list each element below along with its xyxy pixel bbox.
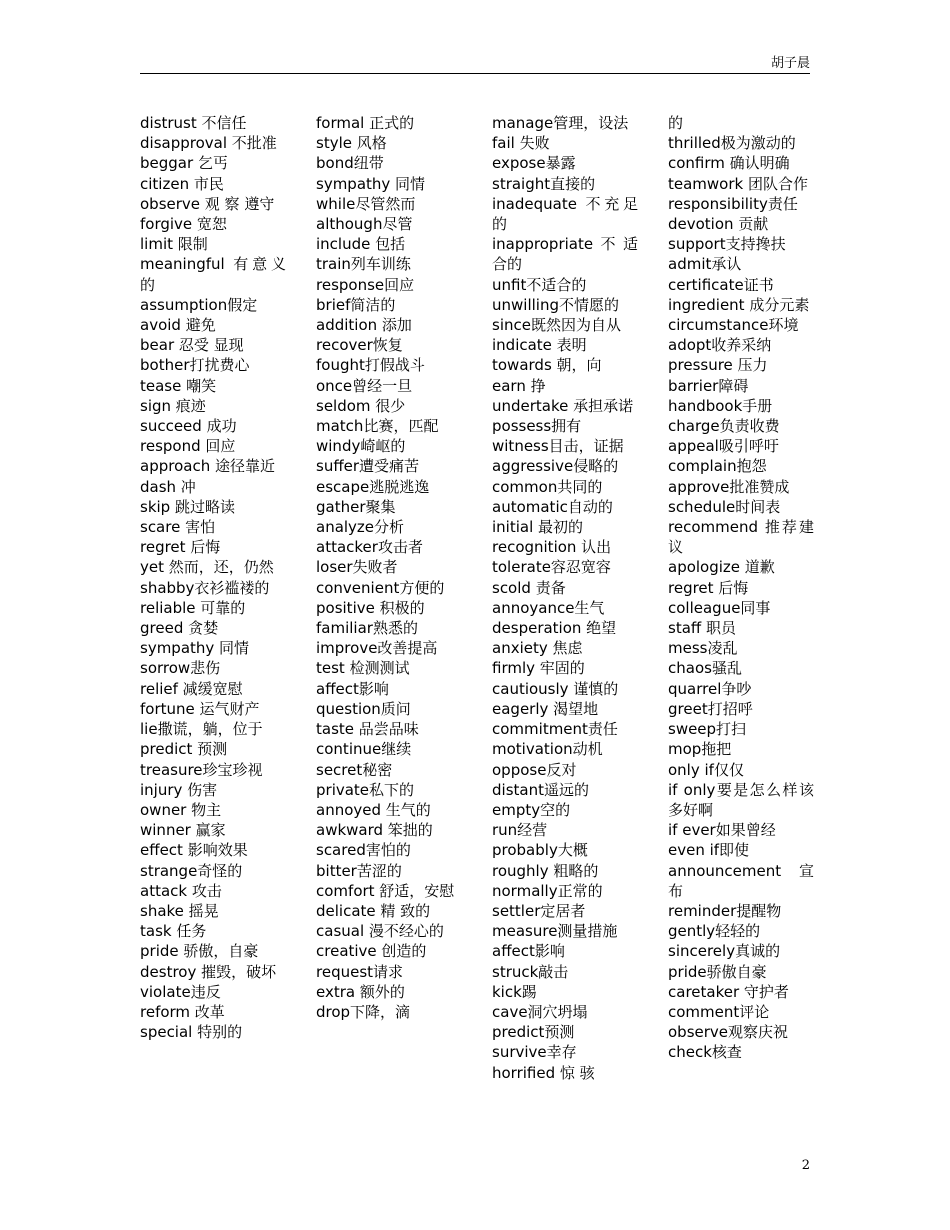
vocabulary-entry: drop下降，滴: [316, 1002, 411, 1021]
vocabulary-entry: complain抱怨: [668, 457, 767, 476]
vocabulary-entry: affect影响: [492, 942, 565, 961]
vocabulary-entry: regret 后悔: [668, 578, 749, 597]
vocabulary-entry: response回应: [316, 275, 415, 294]
vocabulary-entry: observe观察庆祝: [668, 1023, 789, 1042]
vocabulary-column-3: [492, 113, 638, 1083]
vocabulary-entry: violate违反: [140, 982, 221, 1001]
vocabulary-entry: although尽管: [316, 215, 413, 234]
vocabulary-entry: handbook手册: [668, 396, 773, 415]
vocabulary-entry: greed 贪婪: [140, 619, 219, 638]
vocabulary-entry: assumption假定: [140, 295, 258, 314]
vocabulary-entry: apologize 道歉: [668, 558, 775, 577]
vocabulary-entry: probably大概: [492, 841, 588, 860]
vocabulary-entry: awkward 笨拙的: [316, 821, 433, 840]
vocabulary-entry: once曾经一旦: [316, 376, 413, 395]
vocabulary-entry: pride 骄傲，自豪: [140, 942, 259, 961]
vocabulary-entry: sympathy 同情: [140, 639, 250, 658]
vocabulary-entry: schedule时间表: [668, 497, 781, 516]
vocabulary-entry: bear 忍受 显现: [140, 336, 244, 355]
header-author-name: 胡子晨: [770, 56, 810, 71]
vocabulary-columns: [140, 113, 820, 1123]
vocabulary-entry: shake 摇晃: [140, 901, 219, 920]
vocabulary-entry: style 风格: [316, 134, 387, 153]
vocabulary-entry: match比赛，匹配: [316, 417, 439, 436]
vocabulary-entry: survive幸存: [492, 1043, 577, 1062]
vocabulary-entry: tolerate容忍宽容: [492, 558, 611, 577]
vocabulary-entry: caretaker 守护者: [668, 982, 789, 1001]
vocabulary-entry: brief简洁的: [316, 295, 396, 314]
vocabulary-entry: eagerly 渴望地: [492, 699, 599, 718]
vocabulary-entry: commitment责任: [492, 720, 618, 739]
vocabulary-entry: yet 然而，还，仍然: [140, 558, 274, 577]
vocabulary-entry: cautiously 谨慎的: [492, 679, 619, 698]
vocabulary-entry: announcement 宣布: [668, 861, 814, 900]
vocabulary-entry: reliable 可靠的: [140, 598, 246, 617]
vocabulary-entry: devotion 贡献: [668, 215, 769, 234]
vocabulary-entry: recommend 推荐建议: [668, 518, 814, 557]
vocabulary-entry: bond纽带: [316, 154, 384, 173]
vocabulary-entry: inadequate 不充足的: [492, 194, 638, 234]
vocabulary-entry: witness目击，证据: [492, 437, 624, 456]
vocabulary-entry: observe 观 察 遵守: [140, 194, 275, 213]
vocabulary-entry: roughly 粗略的: [492, 861, 599, 880]
vocabulary-entry: strange奇怪的: [140, 861, 243, 880]
vocabulary-entry: familiar熟悉的: [316, 619, 418, 638]
vocabulary-entry: disapproval 不批准: [140, 134, 277, 153]
vocabulary-entry: fortune 运气财产: [140, 699, 260, 718]
vocabulary-entry: undertake 承担承诺: [492, 396, 634, 415]
vocabulary-entry: attacker攻击者: [316, 538, 423, 557]
header-rule: [140, 73, 810, 74]
vocabulary-entry: shabby衣衫褴褛的: [140, 578, 270, 597]
vocabulary-entry: reform 改革: [140, 1002, 225, 1021]
vocabulary-entry: task 任务: [140, 922, 207, 941]
vocabulary-entry: owner 物主: [140, 800, 222, 819]
vocabulary-entry: certificate证书: [668, 275, 774, 294]
vocabulary-entry: forgive 宽恕: [140, 215, 227, 234]
vocabulary-entry: avoid 避免: [140, 316, 216, 335]
vocabulary-entry: scold 责备: [492, 578, 566, 597]
vocabulary-entry: regret 后悔: [140, 538, 221, 557]
vocabulary-entry: appeal吸引呼吁: [668, 437, 779, 456]
vocabulary-entry: since既然因为自从: [492, 316, 621, 335]
vocabulary-entry: analyze分析: [316, 518, 405, 537]
vocabulary-entry: sign 痕迹: [140, 396, 206, 415]
vocabulary-entry: private私下的: [316, 780, 415, 799]
vocabulary-entry: barrier障碍: [668, 376, 749, 395]
vocabulary-entry: earn 挣: [492, 376, 546, 395]
vocabulary-entry: aggressive侵略的: [492, 457, 619, 476]
vocabulary-entry: casual 漫不经心的: [316, 922, 444, 941]
vocabulary-entry: taste 品尝品味: [316, 720, 419, 739]
vocabulary-entry: skip 跳过略读: [140, 497, 235, 516]
vocabulary-entry: question质问: [316, 699, 411, 718]
vocabulary-entry: creative 创造的: [316, 942, 427, 961]
vocabulary-entry: colleague同事: [668, 598, 771, 617]
vocabulary-entry: scare 害怕: [140, 518, 216, 537]
vocabulary-entry: extra 额外的: [316, 982, 405, 1001]
vocabulary-entry: inappropriate不适合的: [492, 235, 638, 274]
vocabulary-entry: teamwork 团队合作: [668, 174, 808, 193]
vocabulary-entry: empty空的: [492, 800, 571, 819]
vocabulary-entry: delicate 精 致的: [316, 901, 431, 920]
page-number: 2: [801, 1158, 810, 1173]
vocabulary-entry: destroy 摧毁，破坏: [140, 962, 277, 981]
vocabulary-entry: staff 职员: [668, 619, 736, 638]
vocabulary-entry: gently轻轻的: [668, 922, 761, 941]
vocabulary-entry: suffer遭受痛苦: [316, 457, 420, 476]
vocabulary-entry: injury 伤害: [140, 780, 218, 799]
vocabulary-entry: kick踢: [492, 982, 537, 1001]
vocabulary-entry: pressure 压力: [668, 356, 768, 375]
vocabulary-entry: circumstance环境: [668, 316, 799, 335]
vocabulary-entry: even if即使: [668, 841, 750, 860]
vocabulary-entry: settler定居者: [492, 901, 586, 920]
vocabulary-entry: loser失败者: [316, 558, 398, 577]
vocabulary-entry: motivation动机: [492, 740, 603, 759]
vocabulary-entry: greet打招呼: [668, 699, 753, 718]
vocabulary-entry: if ever如果曾经: [668, 821, 776, 840]
vocabulary-entry: measure测量措施: [492, 922, 618, 941]
vocabulary-entry: distrust 不信任: [140, 114, 247, 132]
vocabulary-entry: normally正常的: [492, 881, 603, 900]
vocabulary-entry: towards 朝，向: [492, 356, 602, 375]
vocabulary-entry: attack 攻击: [140, 881, 222, 900]
vocabulary-entry: sweep打扫: [668, 720, 747, 739]
vocabulary-entry: sincerely真诚的: [668, 942, 781, 961]
vocabulary-entry: unwilling不情愿的: [492, 295, 619, 314]
vocabulary-entry: winner 赢家: [140, 821, 226, 840]
vocabulary-entry: automatic自动的: [492, 497, 613, 516]
vocabulary-entry: only if仅仅: [668, 760, 744, 779]
vocabulary-entry: fail 失败: [492, 134, 550, 153]
vocabulary-entry: sympathy 同情: [316, 174, 426, 193]
vocabulary-entry: request请求: [316, 962, 404, 981]
vocabulary-entry: approach 途径靠近: [140, 457, 275, 476]
vocabulary-column-4: [668, 113, 814, 1063]
vocabulary-entry: comment评论: [668, 1002, 770, 1021]
vocabulary-entry: possess拥有: [492, 417, 582, 436]
vocabulary-entry: beggar 乞丐: [140, 154, 228, 173]
vocabulary-entry: expose暴露: [492, 154, 576, 173]
vocabulary-entry: charge负责收费: [668, 417, 780, 436]
vocabulary-entry: comfort 舒适，安慰: [316, 881, 455, 900]
vocabulary-entry: admit承认: [668, 255, 742, 274]
vocabulary-entry: pride骄傲自豪: [668, 962, 767, 981]
vocabulary-entry: responsibility责任: [668, 194, 798, 213]
vocabulary-column-2: [316, 113, 462, 1022]
vocabulary-entry: lie撒谎，躺，位于: [140, 720, 263, 739]
vocabulary-entry: chaos骚乱: [668, 659, 742, 678]
vocabulary-entry: convenient方便的: [316, 578, 445, 597]
vocabulary-entry: predict预测: [492, 1023, 575, 1042]
vocabulary-entry: escape逃脱逃逸: [316, 477, 430, 496]
vocabulary-entry: annoyed 生气的: [316, 800, 431, 819]
vocabulary-entry: support支持搀扶: [668, 235, 786, 254]
vocabulary-entry: tease 嘲笑: [140, 376, 217, 395]
vocabulary-entry: check核查: [668, 1043, 742, 1062]
vocabulary-entry: initial 最初的: [492, 518, 584, 537]
vocabulary-entry: common共同的: [492, 477, 603, 496]
vocabulary-entry: sorrow悲伤: [140, 659, 221, 678]
vocabulary-entry: firmly 牢固的: [492, 659, 585, 678]
vocabulary-entry: indicate 表明: [492, 336, 587, 355]
vocabulary-entry: horrified 惊 骇: [492, 1063, 595, 1082]
vocabulary-entry: affect影响: [316, 679, 389, 698]
vocabulary-entry: secret秘密: [316, 760, 393, 779]
vocabulary-entry: treasure珍宝珍视: [140, 760, 263, 779]
vocabulary-entry: mop拖把: [668, 740, 732, 759]
vocabulary-entry: recognition 认出: [492, 538, 612, 557]
vocabulary-entry: desperation 绝望: [492, 619, 617, 638]
vocabulary-entry: cave洞穴坍塌: [492, 1002, 588, 1021]
vocabulary-entry: 的: [668, 114, 684, 132]
vocabulary-entry: if only要是怎么样该多好啊: [668, 780, 814, 819]
vocabulary-entry: confirm 确认明确: [668, 154, 790, 173]
vocabulary-entry: addition 添加: [316, 316, 412, 335]
vocabulary-entry: while尽管然而: [316, 194, 416, 213]
vocabulary-entry: seldom 很少: [316, 396, 406, 415]
vocabulary-entry: windy崎岖的: [316, 437, 406, 456]
vocabulary-entry: improve改善提高: [316, 639, 438, 658]
vocabulary-entry: reminder提醒物: [668, 901, 782, 920]
vocabulary-entry: unfit不适合的: [492, 275, 587, 294]
vocabulary-entry: annoyance生气: [492, 598, 605, 617]
vocabulary-entry: bitter苦涩的: [316, 861, 402, 880]
vocabulary-entry: train列车训练: [316, 255, 411, 274]
vocabulary-column-1: [140, 113, 286, 1042]
vocabulary-entry: fought打假战斗: [316, 356, 425, 375]
vocabulary-entry: struck敲击: [492, 962, 569, 981]
vocabulary-entry: relief 减缓宽慰: [140, 679, 243, 698]
vocabulary-entry: special 特别的: [140, 1023, 243, 1042]
vocabulary-entry: gather聚集: [316, 497, 396, 516]
vocabulary-entry: recover恢复: [316, 336, 403, 355]
vocabulary-entry: anxiety 焦虑: [492, 639, 583, 658]
vocabulary-entry: respond 回应: [140, 437, 236, 456]
vocabulary-entry: mess凌乱: [668, 639, 738, 658]
vocabulary-entry: include 包括: [316, 235, 406, 254]
vocabulary-entry: thrilled极为激动的: [668, 134, 796, 153]
vocabulary-entry: distant遥远的: [492, 780, 589, 799]
vocabulary-entry: dash 冲: [140, 477, 196, 496]
vocabulary-entry: scared害怕的: [316, 841, 411, 860]
vocabulary-entry: quarrel争吵: [668, 679, 752, 698]
vocabulary-entry: manage管理，设法: [492, 114, 629, 132]
vocabulary-entry: test 检测测试: [316, 659, 410, 678]
vocabulary-entry: formal 正式的: [316, 114, 415, 132]
vocabulary-entry: run经营: [492, 821, 548, 840]
vocabulary-entry: oppose反对: [492, 760, 577, 779]
vocabulary-entry: bother打扰费心: [140, 356, 250, 375]
vocabulary-entry: limit 限制: [140, 235, 208, 254]
vocabulary-entry: continue继续: [316, 740, 412, 759]
vocabulary-entry: positive 积极的: [316, 598, 425, 617]
vocabulary-entry: ingredient 成分元素: [668, 295, 810, 314]
vocabulary-entry: predict 预测: [140, 740, 228, 759]
vocabulary-entry: succeed 成功: [140, 417, 237, 436]
vocabulary-entry: approve批准赞成: [668, 477, 790, 496]
vocabulary-entry: citizen 市民: [140, 174, 224, 193]
vocabulary-entry: meaningful 有意义的: [140, 255, 286, 294]
vocabulary-entry: adopt收养采纳: [668, 336, 772, 355]
vocabulary-entry: straight直接的: [492, 174, 596, 193]
vocabulary-entry: effect 影响效果: [140, 841, 248, 860]
